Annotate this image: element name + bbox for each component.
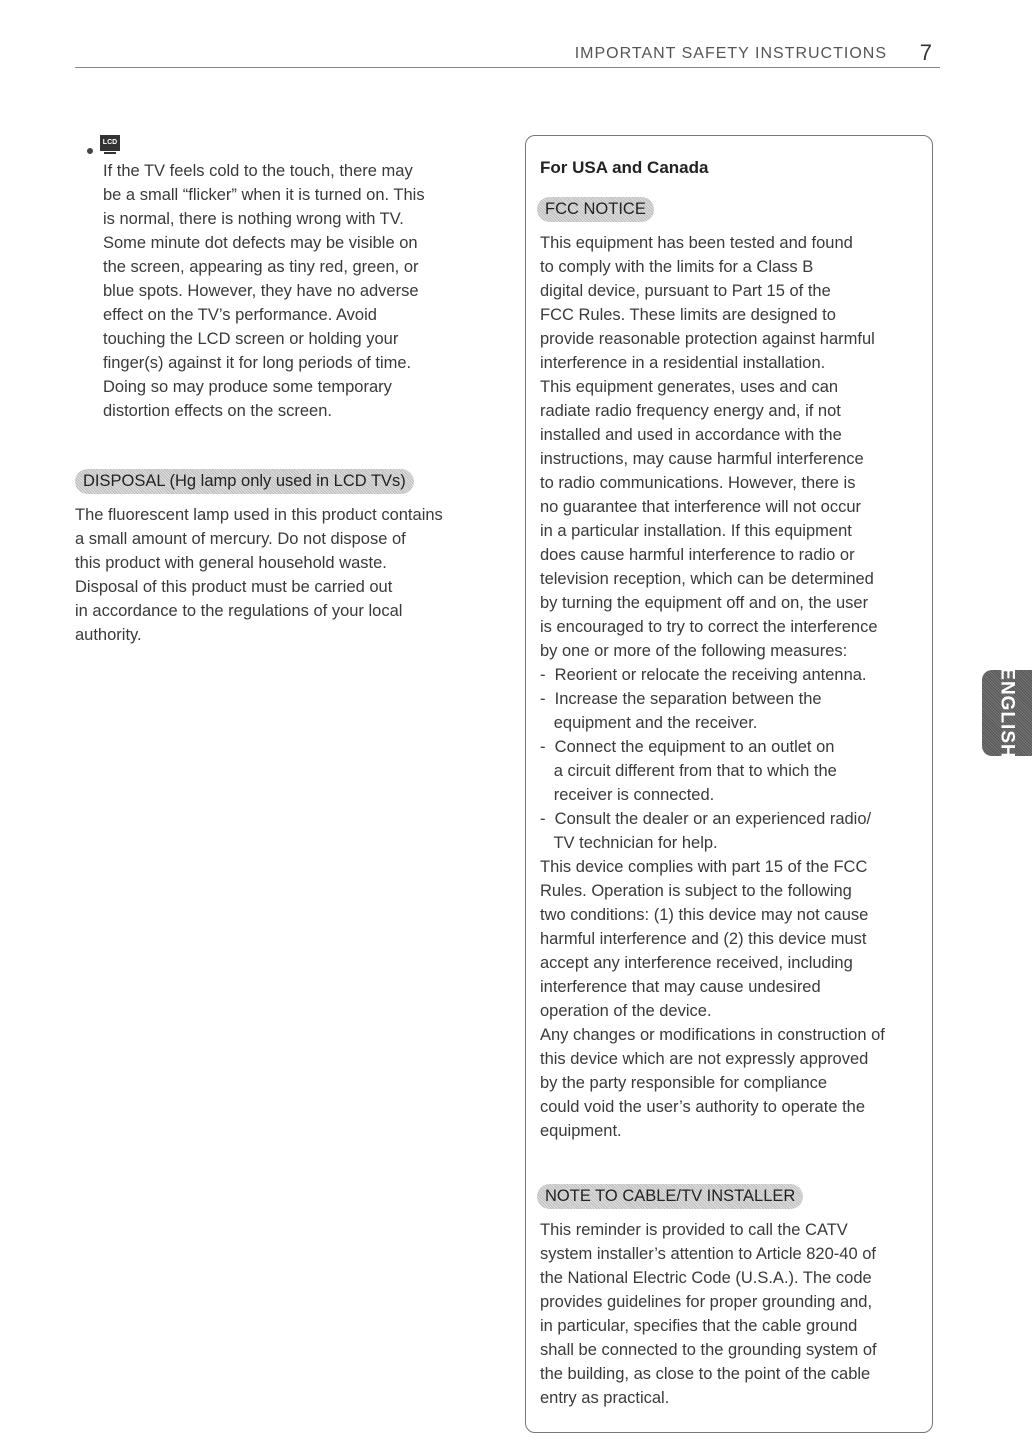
text-line: radiate radio frequency energy and, if not — [540, 402, 841, 420]
text-line: could void the user’s authority to operate the — [540, 1098, 866, 1116]
text-line: television reception, which can be determined — [540, 570, 874, 588]
text-line: This equipment generates, uses and can — [540, 378, 839, 396]
cable-installer-heading: NOTE TO CABLE/TV INSTALLER — [537, 1184, 803, 1209]
text-line: interference that may cause undesired — [540, 978, 821, 996]
text-line: Any changes or modifications in construction of — [540, 1026, 885, 1044]
text-line: to radio communications. However, there is — [540, 474, 856, 492]
text-line: by one or more of the following measures: — [540, 642, 848, 660]
text-line: provides guidelines for proper grounding and, — [540, 1293, 873, 1311]
text-line: effect on the TV’s performance. Avoid — [103, 306, 377, 324]
text-line: instructions, may cause harmful interference — [540, 450, 864, 468]
text-line: in accordance to the regulations of your local — [75, 602, 403, 620]
text-line: If the TV feels cold to the touch, there may — [103, 162, 413, 180]
text-line: in a particular installation. If this equipment — [540, 522, 852, 540]
text-line: entry as practical. — [540, 1389, 670, 1407]
text-line: touching the LCD screen or holding your — [103, 330, 399, 348]
bullet-icon — [87, 148, 93, 154]
text-line: this device which are not expressly approved — [540, 1050, 869, 1068]
text-line: the National Electric Code (U.S.A.). The code — [540, 1269, 872, 1287]
text-line: this product with general household waste. — [75, 554, 387, 572]
text-line: to comply with the limits for a Class B — [540, 258, 814, 276]
header-divider — [75, 67, 940, 68]
text-line: provide reasonable protection against harmful — [540, 330, 875, 348]
text-line: no guarantee that interference will not occur — [540, 498, 862, 516]
header-title: IMPORTANT SAFETY INSTRUCTIONS — [574, 45, 887, 62]
text-line: by the party responsible for compliance — [540, 1074, 828, 1092]
fcc-notice-paragraph — [540, 231, 885, 1143]
disposal-paragraph — [75, 503, 443, 647]
text-line: TV technician for help. — [540, 834, 718, 852]
text-line: - Connect the equipment to an outlet on — [540, 738, 835, 756]
box-title: For USA and Canada — [540, 158, 709, 177]
text-line: Some minute dot defects may be visible on — [103, 234, 418, 252]
text-line: - Reorient or relocate the receiving antenna. — [540, 666, 867, 684]
text-line: operation of the device. — [540, 1002, 712, 1020]
text-line: finger(s) against it for long periods of time. — [103, 354, 412, 372]
text-line: FCC Rules. These limits are designed to — [540, 306, 836, 324]
text-line: interference in a residential installation. — [540, 354, 826, 372]
text-line: digital device, pursuant to Part 15 of the — [540, 282, 831, 300]
cable-installer-paragraph — [540, 1218, 877, 1410]
text-line: This reminder is provided to call the CATV — [540, 1221, 848, 1239]
text-line: Doing so may produce some temporary — [103, 378, 392, 396]
language-tab-label: ENGLISH — [997, 667, 1019, 759]
text-line: system installer’s attention to Article 820-40 of — [540, 1245, 876, 1263]
text-line: a small amount of mercury. Do not dispose of — [75, 530, 406, 548]
text-line: accept any interference received, including — [540, 954, 853, 972]
language-tab-english — [982, 667, 1032, 759]
text-line: - Consult the dealer or an experienced radio/ — [540, 810, 872, 828]
text-line: The fluorescent lamp used in this product contains — [75, 506, 443, 524]
text-line: distortion effects on the screen. — [103, 402, 332, 420]
text-line: blue spots. However, they have no adverse — [103, 282, 419, 300]
lcd-tv-icon: LCD — [100, 135, 120, 151]
text-line: Disposal of this product must be carried out — [75, 578, 393, 596]
text-line: is normal, there is nothing wrong with TV. — [103, 210, 404, 228]
text-line: in particular, specifies that the cable ground — [540, 1317, 858, 1335]
text-line: This equipment has been tested and found — [540, 234, 853, 252]
text-line: equipment. — [540, 1122, 622, 1140]
text-line: installed and used in accordance with the — [540, 426, 842, 444]
text-line: by turning the equipment off and on, the user — [540, 594, 869, 612]
text-line: Rules. Operation is subject to the following — [540, 882, 852, 900]
text-line: shall be connected to the grounding system of — [540, 1341, 877, 1359]
text-line: be a small “flicker” when it is turned on. This — [103, 186, 425, 204]
text-line: equipment and the receiver. — [540, 714, 758, 732]
text-line: a circuit different from that to which the — [540, 762, 837, 780]
fcc-notice-heading: FCC NOTICE — [537, 197, 654, 222]
text-line: is encouraged to try to correct the interference — [540, 618, 878, 636]
lcd-note-paragraph — [103, 159, 425, 423]
text-line: authority. — [75, 626, 142, 644]
text-line: the screen, appearing as tiny red, green, or — [103, 258, 419, 276]
text-line: two conditions: (1) this device may not cause — [540, 906, 869, 924]
text-line: harmful interference and (2) this device must — [540, 930, 867, 948]
text-line: receiver is connected. — [540, 786, 715, 804]
text-line: does cause harmful interference to radio or — [540, 546, 855, 564]
disposal-heading: DISPOSAL (Hg lamp only used in LCD TVs) — [75, 469, 414, 494]
text-line: the building, as close to the point of the cable — [540, 1365, 871, 1383]
text-line: - Increase the separation between the — [540, 690, 822, 708]
text-line: This device complies with part 15 of the FCC — [540, 858, 868, 876]
page-number: 7 — [919, 40, 932, 65]
